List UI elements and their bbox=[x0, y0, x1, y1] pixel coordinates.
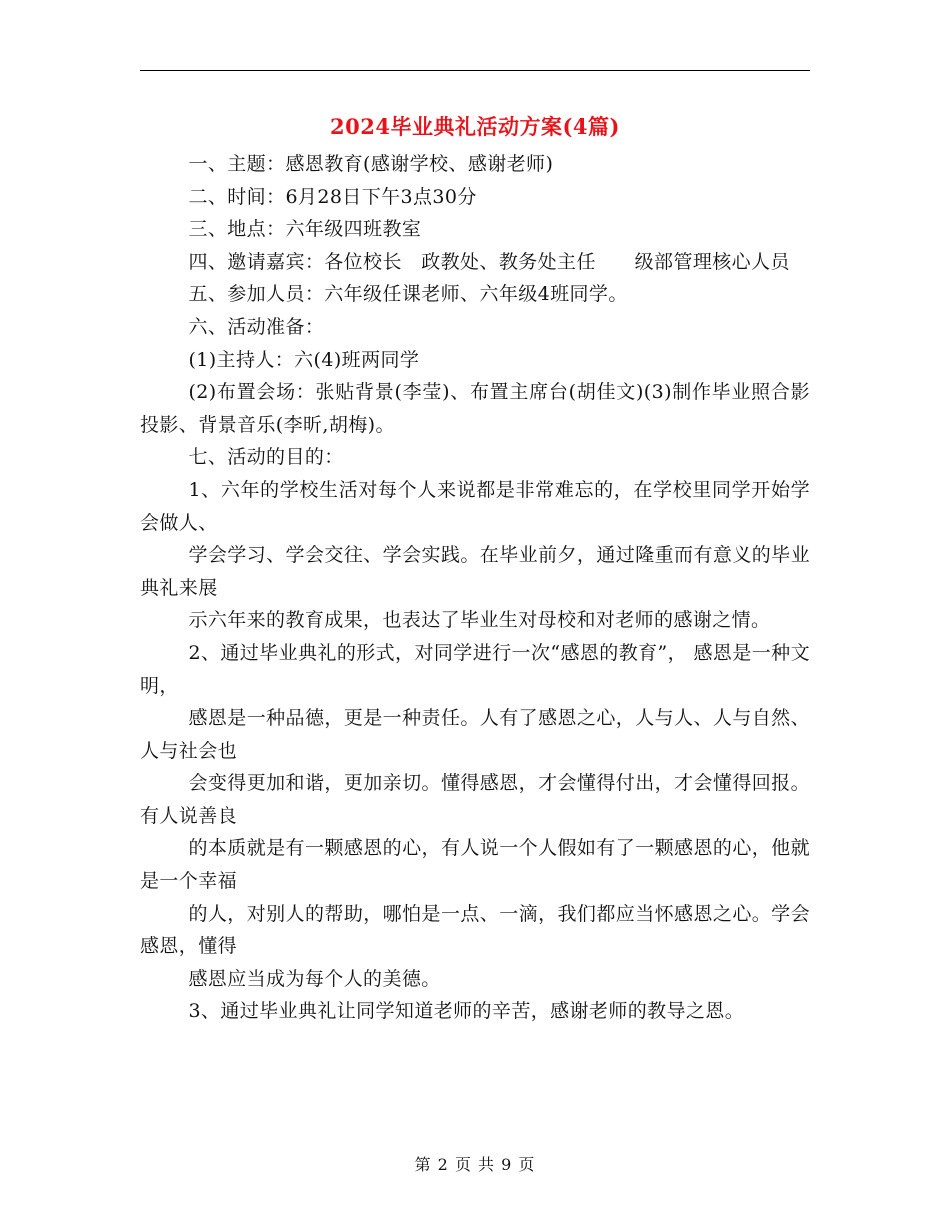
paragraph-preparation-host: (1)主持人：六(4)班两同学 bbox=[188, 348, 420, 371]
paragraph-theme: 一、主题：感恩教育(感谢学校、感谢老师) bbox=[188, 153, 554, 175]
page-number-label: 第 2 页 共 9 页 bbox=[414, 1155, 536, 1174]
paragraph-participants: 五、参加人员：六年级任课老师、六年级4班同学。 bbox=[188, 283, 628, 306]
page-footer bbox=[0, 1153, 950, 1177]
paragraph-purpose-2e: 的人，对别人的帮助，哪怕是一点、一滴，我们都应当怀感恩之心。学会感恩，懂得 bbox=[140, 902, 810, 958]
paragraph-guests: 四、邀请嘉宾：各位校长 政教处、教务处主任 级部管理核心人员 bbox=[188, 250, 790, 273]
paragraph-purpose-2b: 感恩是一种品德，更是一种责任。人有了感恩之心，人与人、人与自然、人与社会也 bbox=[140, 707, 810, 762]
document-body bbox=[140, 148, 810, 1028]
paragraph-purpose-1a: 1、六年的学校生活对每个人来说都是非常难忘的，在学校里同学开始学会做人、 bbox=[140, 478, 810, 534]
paragraph-preparation-heading: 六、活动准备： bbox=[188, 315, 325, 338]
header-rule bbox=[140, 70, 810, 71]
document-title: 2024毕业典礼活动方案(4篇) bbox=[330, 114, 620, 139]
paragraph-purpose-1c: 示六年来的教育成果，也表达了毕业生对母校和对老师的感谢之情。 bbox=[188, 609, 771, 632]
paragraph-purpose-heading: 七、活动的目的： bbox=[188, 446, 344, 469]
paragraph-location: 三、地点：六年级四班教室 bbox=[188, 218, 422, 241]
paragraph-purpose-2a: 2、通过毕业典礼的形式，对同学进行一次“感恩的教育”， 感恩是一种文明， bbox=[140, 641, 810, 697]
paragraph-purpose-1b: 学会学习、学会交往、学会实践。在毕业前夕，通过隆重而有意义的毕业典礼来展 bbox=[140, 544, 810, 599]
paragraph-purpose-2f: 感恩应当成为每个人的美德。 bbox=[188, 967, 441, 990]
paragraph-purpose-2c: 会变得更加和谐，更加亲切。懂得感恩，才会懂得付出，才会懂得回报。有人说善良 bbox=[140, 772, 810, 827]
paragraph-time: 二、时间：6月28日下午3点30分 bbox=[188, 185, 477, 208]
paragraph-purpose-2d: 的本质就是有一颗感恩的心，有人说一个人假如有了一颗感恩的心，他就是一个幸福 bbox=[140, 837, 810, 893]
paragraph-purpose-3: 3、通过毕业典礼让同学知道老师的辛苦，感谢老师的教导之恩。 bbox=[188, 1000, 745, 1023]
paragraph-preparation-venue: (2)布置会场：张贴背景(李莹)、布置主席台(胡佳文)(3)制作毕业照合影投影、背景音乐(李昕,胡梅)。 bbox=[140, 381, 810, 436]
